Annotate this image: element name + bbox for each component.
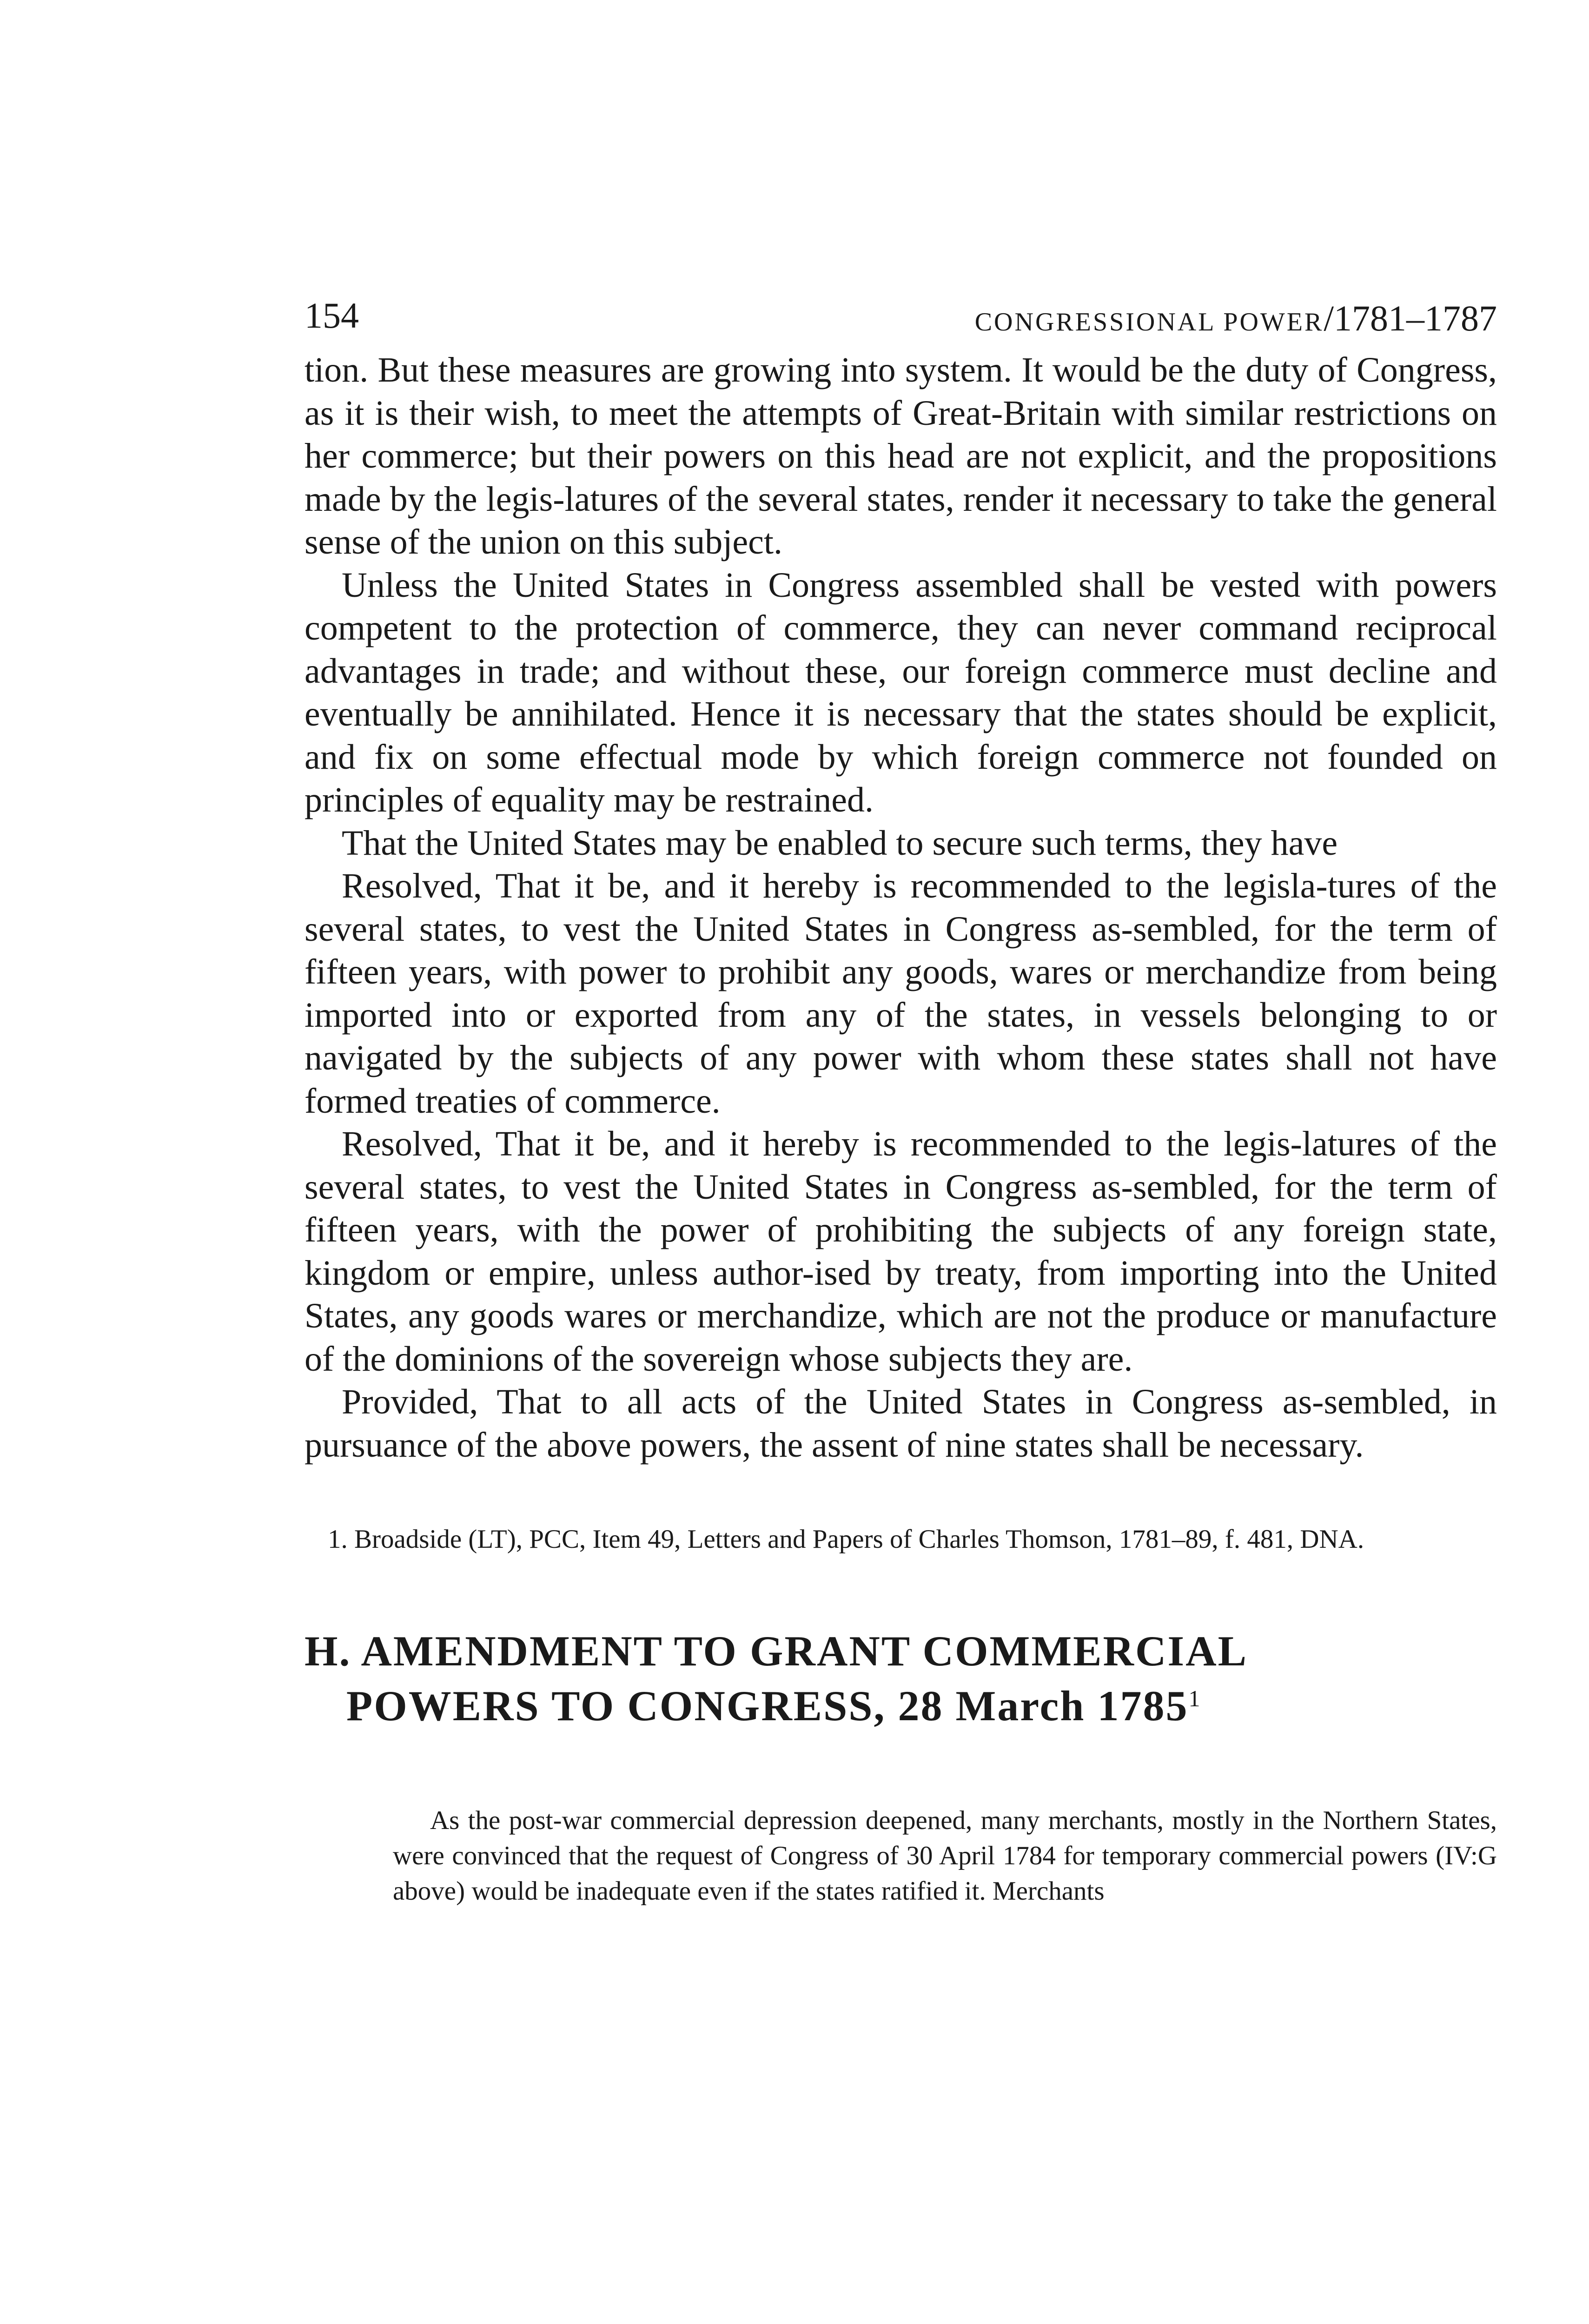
paragraph-that: That the United States may be enabled to secure such terms, they have [342,823,1338,863]
section-heading-line2-wrap [305,1675,1497,1730]
section-note-mark: 1 [1188,1685,1202,1711]
running-head [305,297,1497,349]
headnote-text: As the post-war commercial depression deepened, many merchants, mostly in the Northern States, were convinced that the request of Congress of 30 April 1784 for temporary commercial powers (IV:G above) would be inadequate even if the states ratified it. Merchants [393,1806,1497,1906]
headnote [393,1803,1497,1909]
running-title-caps: CONGRESSIONAL POWER [974,308,1324,337]
paragraph-unless: Unless the United States in Congress assembled shall be vested with powers competent to the protection of commerce, they can never command reciprocal advantages in trade; and without these, our foreign commerce must decline and eventually be annihilated. Hence it is necessary that the states should be explicit, and fix on some effectual mode by which foreign commerce not founded on principles of equality may be restrained. [305,565,1497,819]
paragraph-resolved-1: Resolved, That it be, and it hereby is recommended to the legisla-tures of the several states, to vest the United States in Congress as-sembled, for the term of fifteen years, with power to prohibit any goods, wares or merchandize from being imported into or exported from any of the states, in vessels belonging to or navigated by the subjects of any power with whom these states shall not have formed treaties of commerce. [305,866,1497,1121]
running-title-years: /1781–1787 [1324,298,1497,338]
body-text [305,349,1497,1466]
document-page [305,297,1497,1909]
page-number: 154 [305,295,359,336]
paragraph-continued: tion. But these measures are growing into system. It would be the duty of Congress, as it is their wish, to meet the attempts of Great-Britain with similar restrictions on her commerce; but their powers on this head are not explicit, and the propositions made by the legis-latures of the several states, render it necessary to take the general sense of the union on this subject. [305,350,1497,561]
section-heading-line1: H. AMENDMENT TO GRANT COMMERCIAL [305,1627,1248,1675]
footnote-text: 1. Broadside (LT), PCC, Item 49, Letters and Papers of Charles Thomson, 1781–89, f. 481, DNA. [328,1525,1364,1554]
footnote [305,1521,1497,1558]
section-heading-line2: POWERS TO CONGRESS, 28 March 1785 [346,1682,1189,1730]
paragraph-provided: Provided, That to all acts of the United States in Congress as-sembled, in pursuance of the above powers, the assent of nine states shall be necessary. [305,1382,1497,1465]
paragraph-resolved-2: Resolved, That it be, and it hereby is recommended to the legis-latures of the several states, to vest the United States in Congress as-sembled, for the term of fifteen years, with the power of prohibiting the subjects of any foreign state, kingdom or empire, unless author-ised by treaty, from importing into the United States, any goods wares or merchandize, which are not the produce or manufacture of the dominions of the sovereign whose subjects they are. [305,1124,1497,1379]
running-title [975,300,1497,337]
section-heading [305,1627,1497,1730]
